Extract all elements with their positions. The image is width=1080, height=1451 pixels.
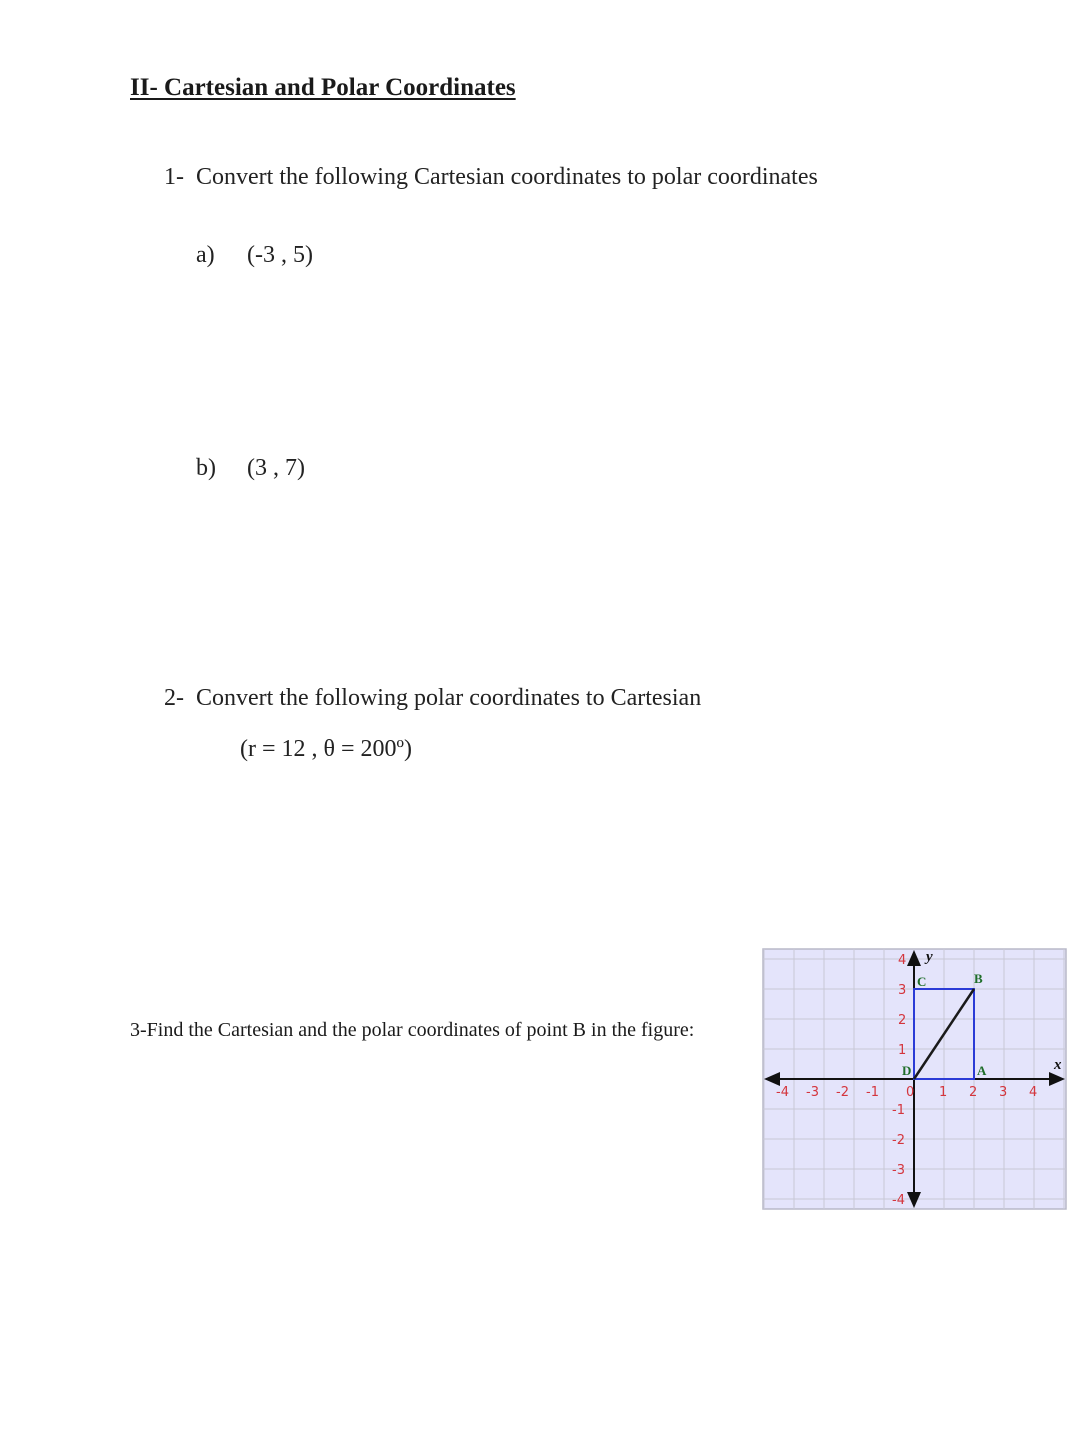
question-3: 3-Find the Cartesian and the polar coordinates of point B in the figure: bbox=[130, 1019, 695, 1041]
y-tick-label: 1 bbox=[898, 1043, 907, 1058]
y-tick-label: 3 bbox=[898, 983, 907, 998]
coordinate-figure bbox=[762, 948, 1067, 1210]
question-2-number: 2- bbox=[164, 685, 184, 711]
x-tick-label: -1 bbox=[866, 1085, 879, 1100]
y-axis-label: y bbox=[926, 949, 933, 965]
point-label-a: A bbox=[977, 1063, 987, 1078]
x-tick-label: 3 bbox=[999, 1085, 1008, 1100]
coordinate-grid-svg bbox=[762, 948, 1067, 1210]
point-label-c: C bbox=[917, 974, 927, 989]
x-tick-label: 4 bbox=[1029, 1085, 1038, 1100]
x-tick-label: 0 bbox=[906, 1085, 915, 1100]
x-axis-label: x bbox=[1054, 1057, 1062, 1073]
question-1-item-a bbox=[196, 242, 313, 269]
x-tick-label: -4 bbox=[776, 1085, 789, 1100]
y-tick-label: -1 bbox=[892, 1103, 905, 1118]
y-tick-label: 2 bbox=[898, 1013, 907, 1028]
item-b-value: (3 , 7) bbox=[247, 455, 305, 481]
x-tick-label: 2 bbox=[969, 1085, 978, 1100]
item-a-label: a) bbox=[196, 242, 215, 268]
question-1 bbox=[164, 164, 818, 191]
question-1-number: 1- bbox=[164, 164, 184, 190]
y-tick-label: -3 bbox=[892, 1163, 905, 1178]
y-tick-label: 4 bbox=[898, 953, 907, 968]
x-tick-label: -3 bbox=[806, 1085, 819, 1100]
point-label-b: B bbox=[974, 971, 983, 986]
y-tick-label: -4 bbox=[892, 1193, 905, 1208]
x-tick-label: -2 bbox=[836, 1085, 849, 1100]
question-2-text: Convert the following polar coordinates to Cartesian bbox=[196, 685, 702, 711]
y-tick-label: -2 bbox=[892, 1133, 905, 1148]
point-label-d: D bbox=[902, 1063, 912, 1078]
x-tick-label: 1 bbox=[939, 1085, 948, 1100]
item-b-label: b) bbox=[196, 455, 216, 481]
question-2 bbox=[164, 685, 701, 712]
question-1-item-b bbox=[196, 455, 305, 482]
question-1-text: Convert the following Cartesian coordinates to polar coordinates bbox=[196, 164, 818, 190]
item-a-value: (-3 , 5) bbox=[247, 242, 313, 268]
section-title: II- Cartesian and Polar Coordinates bbox=[130, 74, 516, 101]
question-2-polar-value: (r = 12 , θ = 200º) bbox=[240, 736, 412, 762]
